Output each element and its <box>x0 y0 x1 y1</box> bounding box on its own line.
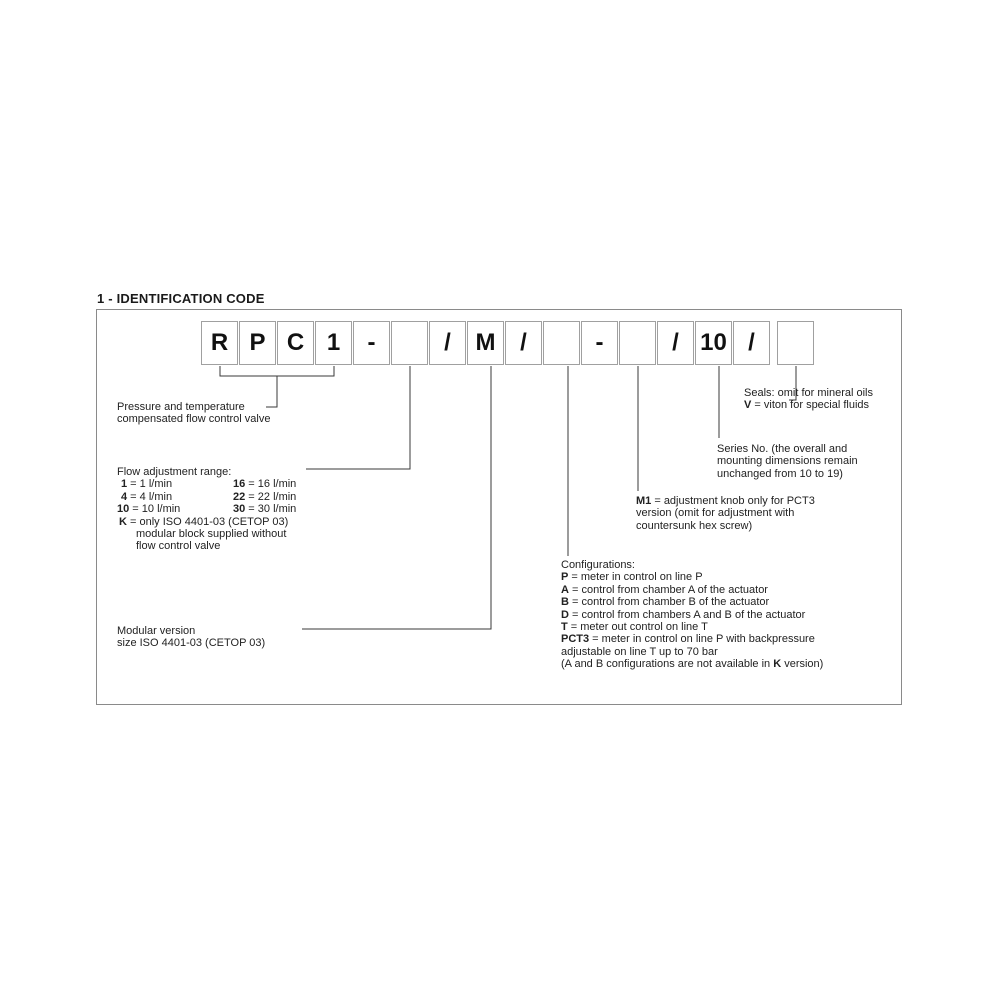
pressure-description <box>117 401 270 426</box>
m1-line3: countersunk hex screw) <box>636 519 753 532</box>
code-box-12 <box>619 321 656 365</box>
seals-key: V <box>744 399 752 412</box>
config-key: T <box>561 621 568 634</box>
config-item <box>561 621 823 633</box>
flow-value: = 22 l/min <box>245 490 297 503</box>
seals-block <box>744 387 873 412</box>
code-box-14: 10 <box>695 321 732 365</box>
series-line-2: mounting dimensions remain <box>717 455 858 468</box>
flow-value: = 10 l/min <box>129 503 181 516</box>
flow-row <box>117 503 296 515</box>
code-box-4: 1 <box>315 321 352 365</box>
config-text: = control from chamber A of the actuator <box>568 583 768 596</box>
config-note-key: K <box>773 658 782 671</box>
series-block <box>717 443 858 480</box>
code-box-11: - <box>581 321 618 365</box>
m1-key: M1 <box>636 495 652 507</box>
flow-k-line3: flow control valve <box>136 540 221 553</box>
code-box-13: / <box>657 321 694 365</box>
config-item <box>561 633 823 645</box>
code-box-7: / <box>429 321 466 365</box>
config-key: PCT3 <box>561 633 590 646</box>
flow-value: = 1 l/min <box>127 478 173 491</box>
modular-description <box>117 625 265 650</box>
code-box-9: / <box>505 321 542 365</box>
pressure-line-1: Pressure and temperature <box>117 401 245 413</box>
config-text: = control from chambers A and B of the actuator <box>568 608 806 621</box>
code-box-3: C <box>277 321 314 365</box>
flow-value: = 4 l/min <box>127 490 173 503</box>
config-note-post: version) <box>781 658 824 671</box>
config-item <box>561 596 823 608</box>
flow-row <box>117 491 296 503</box>
flow-k-key: K <box>119 515 127 528</box>
modular-line-2: size ISO 4401-03 (CETOP 03) <box>117 637 266 650</box>
configurations-block <box>561 559 823 671</box>
m1-block <box>636 495 815 532</box>
configurations-heading: Configurations: <box>561 559 635 571</box>
code-box-1: R <box>201 321 238 365</box>
config-note <box>561 658 823 670</box>
code-box-5: - <box>353 321 390 365</box>
flow-value: = 30 l/min <box>245 503 297 516</box>
code-box-2: P <box>239 321 276 365</box>
m1-line2: version (omit for adjustment with <box>636 507 795 520</box>
flow-key: 1 <box>121 478 128 491</box>
m1-text: = adjustment knob only for PCT3 <box>651 495 815 507</box>
flow-key: 16 <box>233 478 246 491</box>
flow-heading: Flow adjustment range: <box>117 466 232 478</box>
flow-key: 30 <box>233 503 246 516</box>
config-item <box>561 609 823 621</box>
flow-k-line2: modular block supplied without <box>136 528 287 541</box>
flow-range-block <box>117 466 296 553</box>
config-key: D <box>561 608 569 621</box>
config-text: = meter out control on line T <box>567 621 708 634</box>
code-box-8: M <box>467 321 504 365</box>
pressure-line-2: compensated flow control valve <box>117 413 271 426</box>
flow-key: 4 <box>121 490 128 503</box>
config-key: P <box>561 571 569 584</box>
config-item <box>561 584 823 596</box>
code-box-6 <box>391 321 428 365</box>
flow-row <box>117 478 296 490</box>
config-key: B <box>561 596 569 609</box>
flow-value: = 16 l/min <box>245 478 297 491</box>
series-line-3: unchanged from 10 to 19) <box>717 467 843 480</box>
flow-key: 10 <box>117 503 130 516</box>
config-text: = control from chamber B of the actuator <box>568 596 770 609</box>
flow-k-text: = only ISO 4401-03 (CETOP 03) <box>126 515 289 528</box>
code-box-15: / <box>733 321 770 365</box>
config-key: A <box>561 583 569 596</box>
config-text: = meter in control on line P with backpressure <box>589 633 815 646</box>
seals-text: = viton for special fluids <box>751 399 870 412</box>
series-line-1: Series No. (the overall and <box>717 443 848 455</box>
code-box-10 <box>543 321 580 365</box>
config-note-pre: (A and B configurations are not available in <box>561 658 774 671</box>
seals-line-1: Seals: omit for mineral oils <box>744 387 873 399</box>
modular-line-1: Modular version <box>117 625 196 637</box>
flow-key: 22 <box>233 490 246 503</box>
config-text: = meter in control on line P <box>568 571 703 584</box>
config-adjustable-line: adjustable on line T up to 70 bar <box>561 645 718 658</box>
config-item <box>561 571 823 583</box>
code-box-16 <box>777 321 814 365</box>
section-title: 1 - IDENTIFICATION CODE <box>97 291 265 306</box>
